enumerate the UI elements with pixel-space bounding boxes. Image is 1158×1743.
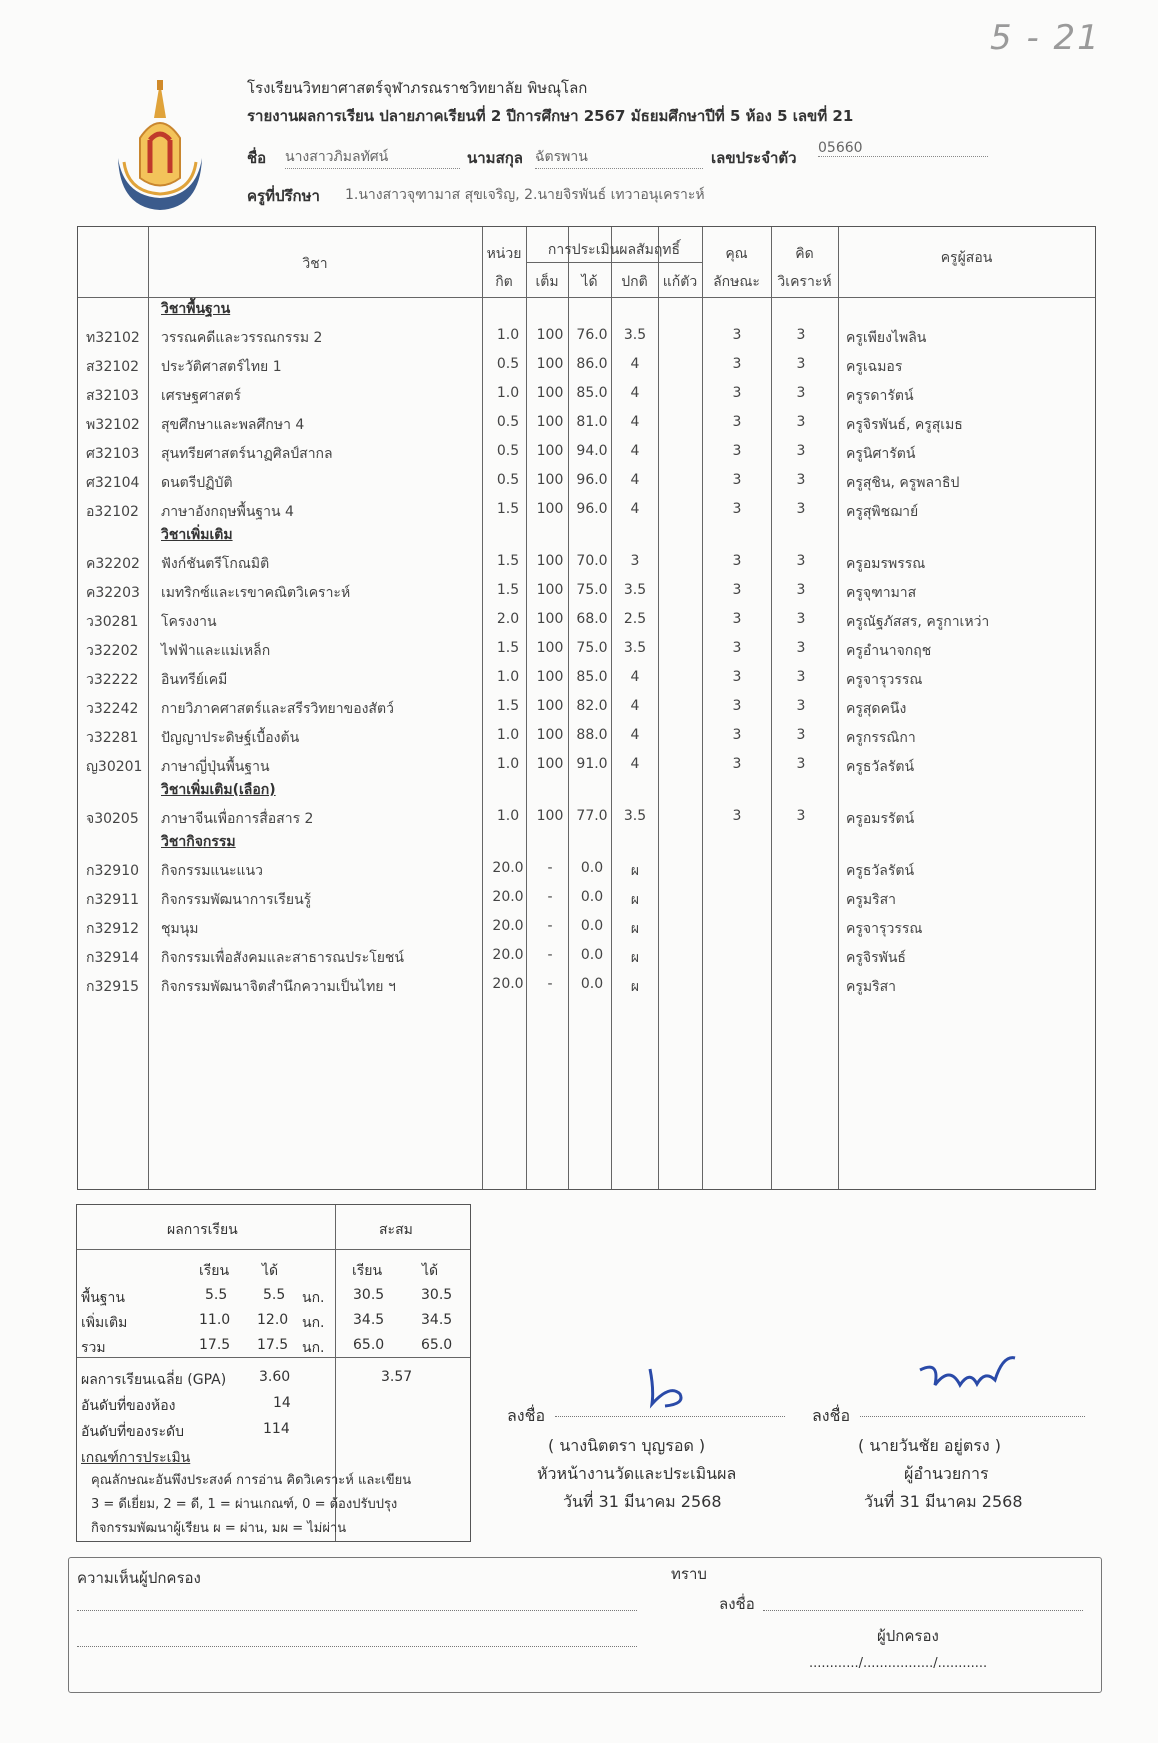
subject-grade: ผ <box>630 863 640 879</box>
subject-credit: 1.0 <box>496 385 520 401</box>
subject-credit: 1.0 <box>496 727 520 743</box>
subject-score: 0.0 <box>580 976 604 992</box>
table-row <box>78 855 1095 884</box>
subject-characteristic: 3 <box>732 327 742 343</box>
subject-analytic: 3 <box>796 727 806 743</box>
subject-characteristic: 3 <box>732 414 742 430</box>
subject-analytic: 3 <box>796 385 806 401</box>
subject-grade: 4 <box>630 356 640 372</box>
subject-characteristic: 3 <box>732 808 742 824</box>
subject-score: 68.0 <box>576 611 608 627</box>
subject-analytic: 3 <box>796 472 806 488</box>
summary-result-header: ผลการเรียน <box>167 1222 238 1238</box>
summary-box <box>76 1204 471 1542</box>
subject-code: ส32103 <box>86 388 140 404</box>
subject-grade: 4 <box>630 727 640 743</box>
subject-full-score: 100 <box>536 356 564 372</box>
table-row <box>78 971 1095 1000</box>
right-signer-name: ( นายวันชัย อยู่ตรง ) <box>858 1436 1001 1455</box>
subject-grade: ผ <box>630 950 640 966</box>
subject-score: 94.0 <box>576 443 608 459</box>
subject-teacher: ครูเพียงไพลิน <box>846 330 927 346</box>
subject-score: 96.0 <box>576 472 608 488</box>
subject-score: 88.0 <box>576 727 608 743</box>
subject-characteristic: 3 <box>732 611 742 627</box>
subject-full-score: - <box>547 947 553 963</box>
subject-credit: 20.0 <box>492 947 524 963</box>
table-row <box>78 664 1095 693</box>
subject-teacher: ครูกรรณิกา <box>846 730 916 746</box>
right-sign-label: ลงชื่อ <box>812 1406 851 1425</box>
group-basic-heading <box>78 293 1095 322</box>
subject-name: กิจกรรมพัฒนาการเรียนรู้ <box>161 892 312 908</box>
criteria-title: เกณฑ์การประเมิน <box>81 1450 191 1466</box>
subject-full-score: - <box>547 860 553 876</box>
subject-analytic: 3 <box>796 698 806 714</box>
criteria-line-1: คุณลักษณะอันพึงประสงค์ การอ่าน คิดวิเคราะห์ และเขียน <box>91 1473 412 1488</box>
subject-credit: 20.0 <box>492 976 524 992</box>
subject-teacher: ครูจารุวรรณ <box>846 672 923 688</box>
subject-teacher: ครูสุดคนึง <box>846 701 907 717</box>
subject-score: 75.0 <box>576 640 608 656</box>
subject-name: สุขศึกษาและพลศึกษา 4 <box>161 417 305 433</box>
table-row <box>78 380 1095 409</box>
subject-credit: 0.5 <box>496 356 520 372</box>
subject-full-score: 100 <box>536 443 564 459</box>
group-additional-heading <box>78 519 1095 548</box>
subject-teacher: ครูสุชิน, ครูพลาธิป <box>846 475 960 491</box>
grades-table <box>77 226 1096 1190</box>
parent-comment-box <box>68 1557 1102 1693</box>
subject-full-score: 100 <box>536 611 564 627</box>
subject-teacher: ครูจุฑามาส <box>846 585 917 601</box>
header-subject: วิชา <box>302 256 328 272</box>
subject-score: 76.0 <box>576 327 608 343</box>
subject-credit: 20.0 <box>492 860 524 876</box>
right-sign-date: วันที่ 31 มีนาคม 2568 <box>864 1492 1023 1511</box>
subject-full-score: - <box>547 918 553 934</box>
subject-credit: 20.0 <box>492 918 524 934</box>
subject-analytic: 3 <box>796 553 806 569</box>
subject-name: กายวิภาคศาสตร์และสรีรวิทยาของสัตว์ <box>161 701 394 717</box>
parent-sign-line[interactable] <box>763 1610 1083 1611</box>
corner-note: 5 - 21 <box>990 18 1101 58</box>
subject-code: ว30281 <box>86 614 139 630</box>
summary-row-unit: นก. <box>302 1290 325 1306</box>
subject-code: ค32202 <box>86 556 140 572</box>
subject-characteristic: 3 <box>732 553 742 569</box>
subject-name: ประวัติศาสตร์ไทย 1 <box>161 359 282 375</box>
table-row <box>78 693 1095 722</box>
table-row <box>78 577 1095 606</box>
subject-score: 77.0 <box>576 808 608 824</box>
subject-analytic: 3 <box>796 611 806 627</box>
subject-characteristic: 3 <box>732 385 742 401</box>
summary-got-header: ได้ <box>262 1263 279 1279</box>
subject-teacher: ครูธวัลรัตน์ <box>846 759 915 775</box>
name-label: ชื่อ <box>247 149 267 167</box>
advisor-value: 1.นางสาวจุฑามาส สุขเจริญ, 2.นายจิรพันธ์ เทวาอนุเคราะห์ <box>345 187 705 203</box>
subject-grade: 4 <box>630 385 640 401</box>
subject-analytic: 3 <box>796 501 806 517</box>
header-think-bottom: วิเคราะห์ <box>777 274 832 290</box>
subject-characteristic: 3 <box>732 501 742 517</box>
gpa-cumulative-value: 3.57 <box>381 1369 413 1385</box>
subject-name: ไฟฟ้าและแม่เหล็ก <box>161 643 271 659</box>
subject-grade: 4 <box>630 443 640 459</box>
surname-label: นามสกุล <box>467 149 523 167</box>
subject-full-score: 100 <box>536 727 564 743</box>
table-row <box>78 635 1095 664</box>
subject-full-score: 100 <box>536 698 564 714</box>
parent-comment-line-2[interactable] <box>77 1646 637 1647</box>
subject-name: ชุมนุม <box>161 921 199 937</box>
subject-characteristic: 3 <box>732 756 742 772</box>
summary-study-header: เรียน <box>199 1263 230 1279</box>
parent-comment-label: ความเห็นผู้ปกครอง <box>77 1569 201 1587</box>
header-credit-bottom: กิต <box>495 274 513 290</box>
subject-credit: 1.5 <box>496 640 520 656</box>
summary-row-got: 12.0 <box>257 1312 289 1328</box>
subject-full-score: 100 <box>536 501 564 517</box>
subject-characteristic: 3 <box>732 727 742 743</box>
subject-analytic: 3 <box>796 414 806 430</box>
subject-characteristic: 3 <box>732 472 742 488</box>
subject-teacher: ครูรดารัตน์ <box>846 388 914 404</box>
table-row <box>78 606 1095 635</box>
left-signer-title: หัวหน้างานวัดและประเมินผล <box>537 1464 737 1483</box>
subject-teacher: ครูณัฐภัสสร, ครูกาเหว่า <box>846 614 990 630</box>
subject-code: ก32915 <box>86 979 140 995</box>
subject-score: 75.0 <box>576 582 608 598</box>
subject-code: อ32102 <box>86 504 139 520</box>
subject-credit: 1.5 <box>496 582 520 598</box>
subject-grade: 4 <box>630 756 640 772</box>
subject-name: สุนทรียศาสตร์นาฏศิลป์สากล <box>161 446 333 462</box>
subject-grade: 3.5 <box>623 582 647 598</box>
subject-credit: 20.0 <box>492 889 524 905</box>
subject-score: 85.0 <box>576 669 608 685</box>
subject-full-score: 100 <box>536 669 564 685</box>
subject-code: ส32102 <box>86 359 140 375</box>
student-id-value: 05660 <box>818 140 988 157</box>
subject-grade: ผ <box>630 921 640 937</box>
subject-code: ญ30201 <box>86 759 143 775</box>
subject-analytic: 3 <box>796 443 806 459</box>
subject-analytic: 3 <box>796 669 806 685</box>
subject-analytic: 3 <box>796 582 806 598</box>
name-value: นางสาวภิมลทัศน์ <box>285 146 460 169</box>
header-full: เต็ม <box>535 274 559 290</box>
summary-row-label: พื้นฐาน <box>81 1290 125 1306</box>
subject-score: 91.0 <box>576 756 608 772</box>
criteria-line-2: 3 = ดีเยี่ยม, 2 = ดี, 1 = ผ่านเกณฑ์, 0 = ต้องปรับปรุง <box>91 1497 398 1512</box>
subject-grade: 3.5 <box>623 327 647 343</box>
subject-grade: 3.5 <box>623 640 647 656</box>
subject-teacher: ครูอมรรัตน์ <box>846 811 915 827</box>
subject-analytic: 3 <box>796 327 806 343</box>
subject-name: ปัญญาประดิษฐ์เบื้องต้น <box>161 730 300 746</box>
surname-value: ฉัตรพาน <box>535 146 703 169</box>
subject-characteristic: 3 <box>732 582 742 598</box>
table-row <box>78 913 1095 942</box>
subject-name: เศรษฐศาสตร์ <box>161 388 242 404</box>
subject-credit: 1.0 <box>496 327 520 343</box>
subject-code: ค32203 <box>86 585 140 601</box>
header-evaluation: การประเมินผลสัมฤทธิ์ <box>547 242 681 258</box>
criteria-line-3: กิจกรรมพัฒนาผู้เรียน ผ = ผ่าน, มผ = ไม่ผ่าน <box>91 1521 347 1536</box>
subject-characteristic: 3 <box>732 698 742 714</box>
summary-row-cum-study: 30.5 <box>353 1287 385 1303</box>
subject-full-score: 100 <box>536 808 564 824</box>
subject-full-score: 100 <box>536 472 564 488</box>
subject-characteristic: 3 <box>732 443 742 459</box>
subject-score: 96.0 <box>576 501 608 517</box>
subject-name: อินทรีย์เคมี <box>161 672 228 688</box>
table-row <box>78 884 1095 913</box>
summary-row-got: 17.5 <box>257 1337 289 1353</box>
left-signature-icon <box>640 1364 700 1414</box>
subject-name: ภาษาจีนเพื่อการสื่อสาร 2 <box>161 811 314 827</box>
subject-teacher: ครูนิศารัตน์ <box>846 446 916 462</box>
subject-name: ภาษาอังกฤษพื้นฐาน 4 <box>161 504 294 520</box>
subject-code: ว32222 <box>86 672 139 688</box>
subject-full-score: 100 <box>536 756 564 772</box>
subject-characteristic: 3 <box>732 669 742 685</box>
subject-credit: 1.0 <box>496 808 520 824</box>
header-teacher: ครูผู้สอน <box>940 250 993 266</box>
subject-teacher: ครูธวัลรัตน์ <box>846 863 915 879</box>
subject-grade: 4 <box>630 501 640 517</box>
summary-cumulative-header: สะสม <box>379 1222 413 1238</box>
subject-teacher: ครูอำนาจกฤช <box>846 643 932 659</box>
header-char-top: คุณ <box>725 246 748 262</box>
level-rank-label: อันดับที่ของระดับ <box>81 1424 185 1440</box>
summary-row-cum-got: 34.5 <box>421 1312 453 1328</box>
subject-name: ดนตรีปฏิบัติ <box>161 475 233 491</box>
parent-date-blank: ............/................./............ <box>809 1656 988 1671</box>
header-think-top: คิด <box>795 246 814 262</box>
subject-credit: 2.0 <box>496 611 520 627</box>
subject-credit: 0.5 <box>496 443 520 459</box>
right-signer-title: ผู้อำนวยการ <box>904 1464 989 1483</box>
table-row <box>78 409 1095 438</box>
subject-code: ก32910 <box>86 863 140 879</box>
summary-row-unit: นก. <box>302 1340 325 1356</box>
level-rank-value: 114 <box>263 1421 290 1437</box>
subject-grade: 4 <box>630 472 640 488</box>
table-row <box>78 722 1095 751</box>
subject-teacher: ครูจิรพันธ์ <box>846 950 906 966</box>
subject-analytic: 3 <box>796 356 806 372</box>
group-heading-label: วิชาพื้นฐาน <box>161 301 231 317</box>
summary-row-study: 5.5 <box>205 1287 228 1303</box>
subject-code: ท32102 <box>86 330 140 346</box>
subject-full-score: - <box>547 889 553 905</box>
subject-name: กิจกรรมเพื่อสังคมและสาธารณประโยชน์ <box>161 950 404 966</box>
subject-name: โครงงาน <box>161 614 217 630</box>
summary-row-cum-study: 65.0 <box>353 1337 385 1353</box>
subject-credit: 1.5 <box>496 553 520 569</box>
gpa-label: ผลการเรียนเฉลี่ย (GPA) <box>81 1372 227 1388</box>
subject-credit: 0.5 <box>496 414 520 430</box>
subject-code: ศ32104 <box>86 475 140 491</box>
subject-score: 82.0 <box>576 698 608 714</box>
subject-credit: 0.5 <box>496 472 520 488</box>
subject-code: ก32911 <box>86 892 140 908</box>
subject-full-score: 100 <box>536 582 564 598</box>
table-row <box>78 548 1095 577</box>
subject-teacher: ครูมริสา <box>846 979 897 995</box>
class-rank-label: อันดับที่ของห้อง <box>81 1398 176 1414</box>
subject-full-score: - <box>547 976 553 992</box>
group-elective-heading <box>78 774 1095 803</box>
group-activity-heading <box>78 826 1095 855</box>
subject-teacher: ครูจิรพันธ์, ครูสุเมธ <box>846 417 963 433</box>
subject-score: 81.0 <box>576 414 608 430</box>
report-title: รายงานผลการเรียน ปลายภาคเรียนที่ 2 ปีการศึกษา 2567 มัธยมศึกษาปีที่ 5 ห้อง 5 เลขที่ 21 <box>247 107 854 125</box>
group-heading-label: วิชาเพิ่มเติม(เลือก) <box>161 782 276 798</box>
subject-name: กิจกรรมพัฒนาจิตสำนึกความเป็นไทย ฯ <box>161 979 396 995</box>
table-row <box>78 467 1095 496</box>
subject-name: เมทริกซ์และเรขาคณิตวิเคราะห์ <box>161 585 351 601</box>
subject-grade: ผ <box>630 979 640 995</box>
subject-teacher: ครูเฉมอร <box>846 359 903 375</box>
summary-row-study: 11.0 <box>199 1312 231 1328</box>
subject-code: ว32202 <box>86 643 139 659</box>
subject-characteristic: 3 <box>732 356 742 372</box>
subject-code: ว32242 <box>86 701 139 717</box>
subject-analytic: 3 <box>796 640 806 656</box>
subject-score: 70.0 <box>576 553 608 569</box>
table-row <box>78 322 1095 351</box>
summary-row-study: 17.5 <box>199 1337 231 1353</box>
header-normal: ปกติ <box>621 274 648 290</box>
header-credit-top: หน่วย <box>486 246 522 262</box>
subject-full-score: 100 <box>536 327 564 343</box>
subject-code: ศ32103 <box>86 446 140 462</box>
summary-row-label: รวม <box>81 1340 106 1356</box>
subject-code: ก32912 <box>86 921 140 937</box>
subject-credit: 1.5 <box>496 501 520 517</box>
summary-cum-got-header: ได้ <box>422 1263 439 1279</box>
student-id-label: เลขประจำตัว <box>711 149 797 167</box>
subject-code: ว32281 <box>86 730 139 746</box>
left-sign-label: ลงชื่อ <box>507 1406 546 1425</box>
subject-score: 0.0 <box>580 947 604 963</box>
class-rank-value: 14 <box>273 1395 291 1411</box>
right-signature-icon <box>915 1350 1025 1410</box>
subject-grade: 3 <box>630 553 640 569</box>
summary-row-cum-got: 65.0 <box>421 1337 453 1353</box>
subject-score: 85.0 <box>576 385 608 401</box>
subject-characteristic: 3 <box>732 640 742 656</box>
parent-acknowledge: ทราบ <box>671 1565 707 1583</box>
parent-sign-label: ลงชื่อ <box>719 1595 755 1613</box>
school-logo-icon <box>110 78 210 218</box>
subject-score: 0.0 <box>580 860 604 876</box>
header-got: ได้ <box>581 274 598 290</box>
table-row <box>78 438 1095 467</box>
subject-credit: 1.5 <box>496 698 520 714</box>
subject-grade: 4 <box>630 414 640 430</box>
subject-teacher: ครูอมรพรรณ <box>846 556 926 572</box>
subject-name: กิจกรรมแนะแนว <box>161 863 263 879</box>
subject-grade: 2.5 <box>623 611 647 627</box>
subject-credit: 1.0 <box>496 669 520 685</box>
subject-analytic: 3 <box>796 808 806 824</box>
subject-grade: 4 <box>630 669 640 685</box>
advisor-label: ครูที่ปรึกษา <box>247 187 320 205</box>
summary-row-got: 5.5 <box>263 1287 286 1303</box>
subject-code: ก32914 <box>86 950 140 966</box>
subject-full-score: 100 <box>536 553 564 569</box>
subject-full-score: 100 <box>536 414 564 430</box>
subject-score: 0.0 <box>580 889 604 905</box>
left-signer-name: ( นางนิตตรา บุญรอด ) <box>548 1436 706 1455</box>
subject-full-score: 100 <box>536 385 564 401</box>
subject-code: จ30205 <box>86 811 139 827</box>
subject-score: 0.0 <box>580 918 604 934</box>
subject-score: 86.0 <box>576 356 608 372</box>
summary-row-cum-study: 34.5 <box>353 1312 385 1328</box>
school-name: โรงเรียนวิทยาศาสตร์จุฬาภรณราชวิทยาลัย พิษณุโลก <box>247 79 588 97</box>
subject-name: วรรณคดีและวรรณกรรม 2 <box>161 330 323 346</box>
subject-grade: 4 <box>630 698 640 714</box>
left-sign-date: วันที่ 31 มีนาคม 2568 <box>563 1492 722 1511</box>
subject-teacher: ครูสุพิชฌาย์ <box>846 504 919 520</box>
group-heading-label: วิชาเพิ่มเติม <box>161 527 233 543</box>
subject-analytic: 3 <box>796 756 806 772</box>
summary-cum-study-header: เรียน <box>352 1263 383 1279</box>
subject-name: ภาษาญี่ปุ่นพื้นฐาน <box>161 759 270 775</box>
header-fix: แก้ตัว <box>662 274 698 290</box>
right-sign-line <box>860 1416 1085 1417</box>
gpa-value: 3.60 <box>259 1369 291 1385</box>
group-heading-label: วิชากิจกรรม <box>161 834 236 850</box>
table-row <box>78 351 1095 380</box>
summary-row-unit: นก. <box>302 1315 325 1331</box>
subject-teacher: ครูมริสา <box>846 892 897 908</box>
subject-teacher: ครูจารุวรรณ <box>846 921 923 937</box>
left-sign-line <box>555 1416 785 1417</box>
subject-full-score: 100 <box>536 640 564 656</box>
table-row <box>78 942 1095 971</box>
parent-comment-line-1[interactable] <box>77 1610 637 1611</box>
parent-role: ผู้ปกครอง <box>877 1627 939 1645</box>
subject-grade: ผ <box>630 892 640 908</box>
subject-credit: 1.0 <box>496 756 520 772</box>
summary-row-label: เพิ่มเติม <box>81 1315 128 1331</box>
subject-name: ฟังก์ชันตรีโกณมิติ <box>161 556 270 572</box>
subject-grade: 3.5 <box>623 808 647 824</box>
summary-row-cum-got: 30.5 <box>421 1287 453 1303</box>
subject-code: พ32102 <box>86 417 140 433</box>
header-char-bottom: ลักษณะ <box>713 274 760 290</box>
